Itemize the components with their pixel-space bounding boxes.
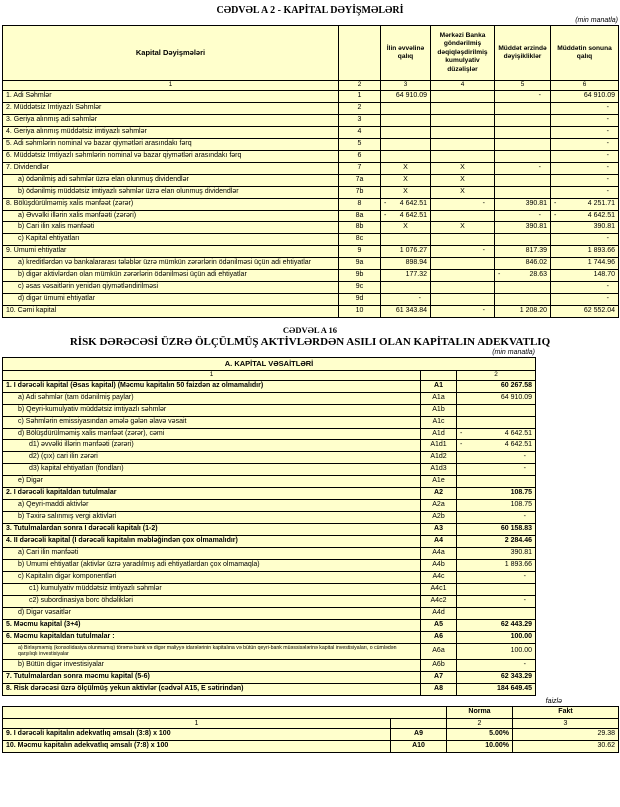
row-label: 9. I dərəcəli kapitalın adekvatlıq əmsalı (3:8) x 100 (3, 728, 391, 740)
row-label: 10. Cəmi kapital (3, 306, 339, 318)
cell-cumulative-adjustment: X (431, 174, 495, 186)
table-row (3, 619, 536, 631)
cell-amount: - (457, 571, 536, 583)
cell-opening-balance: 177.32 (381, 270, 431, 282)
table-row (3, 258, 619, 270)
row-code: A6 (421, 631, 457, 643)
row-code: 7a (339, 174, 381, 186)
cell-amount: 60 158.83 (457, 524, 536, 536)
cell-opening-balance: X (381, 222, 431, 234)
table-row (3, 138, 619, 150)
table-row (3, 672, 536, 684)
cell-cumulative-adjustment: X (431, 186, 495, 198)
cell-closing-balance: 1 893.66 (551, 246, 619, 258)
colnum-4: 4 (431, 81, 495, 91)
row-code: A4b (421, 560, 457, 572)
cell-cumulative-adjustment (431, 114, 495, 126)
row-label: b) Təxirə salınmış vergi aktivləri (3, 512, 421, 524)
row-code: A8 (421, 684, 457, 696)
table-a16-colnum-row (3, 370, 536, 380)
cell-cumulative-adjustment: X (431, 162, 495, 174)
cell-amount: - (457, 452, 536, 464)
cell-closing-balance: - (551, 102, 619, 114)
row-code: 3 (339, 114, 381, 126)
row-code: A4c1 (421, 583, 457, 595)
row-label: d2) (çıx) cari ilin zərəri (3, 452, 421, 464)
cell-amount (457, 583, 536, 595)
row-code: A4c (421, 571, 457, 583)
row-label: 4. Geriya alınmış müddətsiz imtiyazlı səhmlər (3, 126, 339, 138)
cell-amount: 100.00 (457, 631, 536, 643)
table-row (3, 198, 619, 210)
cell-period-change (495, 102, 551, 114)
row-code: A6a (421, 643, 457, 660)
cell-amount: 64 910.09 (457, 392, 536, 404)
row-label: 8. Risk dərəcəsi üzrə ölçülmüş yekun aktivlər (cədvəl A15, E sətirindən) (3, 684, 421, 696)
row-label: b) Cari ilin xalis mənfəəti (3, 222, 339, 234)
row-label: e) Digər (3, 476, 421, 488)
colnum-1: 1 (3, 81, 339, 91)
row-code: A2a (421, 500, 457, 512)
row-code: 8c (339, 234, 381, 246)
row-label: a) Cari ilin mənfəəti (3, 548, 421, 560)
cell-amount: - 4 642.51 (457, 428, 536, 440)
cell-closing-balance: - 4 251.71 (551, 198, 619, 210)
row-label: b) Bütün digər investisiyalar (3, 660, 421, 672)
cell-cumulative-adjustment (431, 282, 495, 294)
colnum-5: 5 (495, 81, 551, 91)
row-code: A4 (421, 536, 457, 548)
cell-opening-balance (381, 282, 431, 294)
cell-opening-balance: X (381, 174, 431, 186)
cell-period-change (495, 138, 551, 150)
colnum-2: 2 (447, 718, 513, 728)
row-code: A1d3 (421, 464, 457, 476)
row-label: 2. Müddətsiz İmtiyazlı Səhmlər (3, 102, 339, 114)
row-label: a) kreditlərdən və bankalararası tələblər üzrə mümkün zərərlərin ödənilməsi üçün adi ehtiyatlar (3, 258, 339, 270)
cell-opening-balance: X (381, 186, 431, 198)
table-row (3, 91, 619, 103)
cell-opening-balance (381, 150, 431, 162)
table-row (3, 452, 536, 464)
cell-cumulative-adjustment (431, 138, 495, 150)
cell-period-change: - 28.63 (495, 270, 551, 282)
row-code: 2 (339, 102, 381, 114)
cell-closing-balance: - (551, 114, 619, 126)
cell-cumulative-adjustment (431, 234, 495, 246)
cell-norma: 5.00% (447, 728, 513, 740)
row-label: a) Adi səhmlər (tam ödənilmiş paylar) (3, 392, 421, 404)
row-code: 1 (339, 91, 381, 103)
row-label: 9. Ümumi ehtiyatlar (3, 246, 339, 258)
ratio-unit-note: faizlə (545, 698, 562, 706)
row-code: A4d (421, 607, 457, 619)
table-row (3, 306, 619, 318)
cell-cumulative-adjustment (431, 150, 495, 162)
row-code: A1a (421, 392, 457, 404)
row-code: 8a (339, 210, 381, 222)
row-label: d3) kapital ehtiyatları (fondları) (3, 464, 421, 476)
cell-period-change: - (495, 162, 551, 174)
table-a2-header-row (3, 26, 619, 81)
ratio-header-row (3, 707, 619, 719)
row-code: A1c (421, 416, 457, 428)
row-code: 9 (339, 246, 381, 258)
cell-period-change: 817.39 (495, 246, 551, 258)
row-label: c) əsas vəsaitlərin yenidən qiymətləndirilməsi (3, 282, 339, 294)
row-code: A4c2 (421, 595, 457, 607)
cell-opening-balance: 64 910.09 (381, 91, 431, 103)
row-code: A6b (421, 660, 457, 672)
table-row (3, 660, 536, 672)
cell-amount: 108.75 (457, 488, 536, 500)
row-label: c1) kumulyativ müddətsiz imtiyazlı səhmlər (3, 583, 421, 595)
row-code: A3 (421, 524, 457, 536)
cell-cumulative-adjustment (431, 294, 495, 306)
row-code: A7 (421, 672, 457, 684)
table-row (3, 246, 619, 258)
cell-period-change (495, 294, 551, 306)
table-row (3, 607, 536, 619)
table-a2-body (3, 91, 619, 318)
capital-adequacy-table (2, 357, 536, 696)
cell-cumulative-adjustment: - (431, 246, 495, 258)
colnum-code (391, 718, 447, 728)
row-label: c) Kapital ehtiyatları (3, 234, 339, 246)
cell-amount (457, 476, 536, 488)
cell-cumulative-adjustment: X (431, 222, 495, 234)
cell-opening-balance: 61 343.84 (381, 306, 431, 318)
cell-period-change: - (495, 210, 551, 222)
row-code: 9c (339, 282, 381, 294)
row-code: A2b (421, 512, 457, 524)
cell-period-change: - (495, 91, 551, 103)
table-row (3, 380, 536, 392)
cell-opening-balance: 1 076.27 (381, 246, 431, 258)
cell-closing-balance: - 4 642.51 (551, 210, 619, 222)
table-row (3, 234, 619, 246)
cell-closing-balance: - (551, 138, 619, 150)
row-code: 7b (339, 186, 381, 198)
cell-closing-balance: - (551, 150, 619, 162)
cell-period-change (495, 186, 551, 198)
row-label: 2. I dərəcəli kapitaldan tutulmalar (3, 488, 421, 500)
cell-opening-balance: - 4 642.51 (381, 210, 431, 222)
table-row (3, 222, 619, 234)
table-row (3, 428, 536, 440)
row-label: a) Birləşməmiş (konsolidasiya olunmamış) törəmə bank və digər maliyyə idarələrinin kapitalına və bütün qeyri-bank müəssisələrinə kapital investisiyaları, o cümlədən qarşılıqlı investisiyalar (3, 643, 421, 660)
ratio-body (3, 728, 619, 752)
row-code: A1d2 (421, 452, 457, 464)
cell-closing-balance: - (551, 282, 619, 294)
table-a2-unit-note: (min manatla) (575, 17, 618, 24)
header-opening-balance: İlin əvvəlinə qalıq (381, 26, 431, 81)
table-row (3, 512, 536, 524)
capital-changes-table (2, 25, 619, 318)
cell-closing-balance: - (551, 174, 619, 186)
row-label: c2) subordinasiya borc öhdəlikləri (3, 595, 421, 607)
row-code: 6 (339, 150, 381, 162)
table-row (3, 595, 536, 607)
row-label: 10. Məcmu kapitalın adekvatlıq əmsalı (7:8) x 100 (3, 740, 391, 752)
header-row-number (339, 26, 381, 81)
row-code: 7 (339, 162, 381, 174)
row-code: A9 (391, 728, 447, 740)
cell-closing-balance: - (551, 186, 619, 198)
cell-opening-balance (381, 234, 431, 246)
cell-cumulative-adjustment (431, 270, 495, 282)
header-fakt: Fakt (513, 707, 619, 719)
cell-fakt: 30.62 (513, 740, 619, 752)
row-code: A1d1 (421, 440, 457, 452)
header-capital-changes: Kapital Dəyişmələri (3, 26, 339, 81)
table-row (3, 440, 536, 452)
cell-closing-balance: 148.70 (551, 270, 619, 282)
row-label: 3. Geriya alınmış adi səhmlər (3, 114, 339, 126)
row-code: A10 (391, 740, 447, 752)
cell-amount: 184 649.45 (457, 684, 536, 696)
table-row (3, 583, 536, 595)
table-row (3, 392, 536, 404)
row-code: A1b (421, 404, 457, 416)
cell-period-change: 390.81 (495, 198, 551, 210)
header-period-changes: Müddət ərzində dəyişikliklər (495, 26, 551, 81)
cell-amount: - (457, 512, 536, 524)
cell-closing-balance: 64 910.09 (551, 91, 619, 103)
row-label: 1. Adi Səhmlər (3, 91, 339, 103)
row-label: 6. Məcmu kapitaldan tutulmalar : (3, 631, 421, 643)
row-label: 1. I dərəcəli kapital (Əsas kapital) (Məcmu kapitalın 50 faizdən az olmamalıdır) (3, 380, 421, 392)
table-a2-colnum-row (3, 81, 619, 91)
table-row (3, 643, 536, 660)
table-row (3, 536, 536, 548)
cell-amount: - (457, 595, 536, 607)
table-a16-title: RİSK DƏRƏCƏSİ ÜZRƏ ÖLÇÜLMÜŞ AKTİVLƏRDƏN ASILI OLAN KAPİTALIN ADEKVATLIQ (69, 336, 551, 349)
cell-amount: 2 284.46 (457, 536, 536, 548)
table-a2-title: CƏDVƏL A 2 - KAPİTAL DƏYİŞMƏLƏRİ (216, 5, 404, 16)
row-code: 10 (339, 306, 381, 318)
cell-closing-balance: - (551, 294, 619, 306)
table-a16-body (3, 380, 536, 695)
row-label: a) Əvvəlki illərin xalis mənfəəti (zərəri) (3, 210, 339, 222)
row-code: A2 (421, 488, 457, 500)
table-a16-label: CƏDVƏL A 16 (282, 325, 338, 336)
row-label: d) Digər vəsaitlər (3, 607, 421, 619)
row-code: A5 (421, 619, 457, 631)
cell-cumulative-adjustment: - (431, 198, 495, 210)
cell-opening-balance (381, 138, 431, 150)
table-row (3, 571, 536, 583)
cell-cumulative-adjustment (431, 210, 495, 222)
table-row (3, 294, 619, 306)
cell-amount: 108.75 (457, 500, 536, 512)
cell-opening-balance: - 4 642.51 (381, 198, 431, 210)
table-row (3, 560, 536, 572)
row-code: A4a (421, 548, 457, 560)
table-row (3, 631, 536, 643)
cell-amount: - (457, 464, 536, 476)
section-header-row (3, 358, 536, 371)
cell-norma: 10.00% (447, 740, 513, 752)
row-label: 7. Dividendlər (3, 162, 339, 174)
row-label: c) Səhmlərin emissiyasından əmələ gələn əlavə vəsait (3, 416, 421, 428)
colnum-1: 1 (3, 370, 421, 380)
row-label: 3. Tutulmalardan sonra I dərəcəli kapitalı (1-2) (3, 524, 421, 536)
row-label: b) Qeyri-kumulyativ müddətsiz imtiyazlı səhmlər (3, 404, 421, 416)
row-label: 5. Məcmu kapital (3+4) (3, 619, 421, 631)
adequacy-ratio-table (2, 706, 619, 753)
row-label: d1) əvvəlki illərin mənfəəti (zərəri) (3, 440, 421, 452)
cell-amount (457, 607, 536, 619)
cell-amount: 100.00 (457, 643, 536, 660)
table-row (3, 500, 536, 512)
row-label: a) ödənilmiş adi səhmlər üzrə elan olunmuş dividendlər (3, 174, 339, 186)
cell-period-change (495, 150, 551, 162)
table-row (3, 416, 536, 428)
header-cumulative-adjustments: Mərkəzi Banka göndərilmiş dəqiqləşdirilmiş kumulyativ düzəlişlər (431, 26, 495, 81)
cell-opening-balance: X (381, 162, 431, 174)
colnum-3: 3 (381, 81, 431, 91)
cell-cumulative-adjustment (431, 258, 495, 270)
cell-closing-balance: 62 552.04 (551, 306, 619, 318)
table-row (3, 210, 619, 222)
cell-cumulative-adjustment: - (431, 306, 495, 318)
colnum-2: 2 (339, 81, 381, 91)
cell-opening-balance: 898.94 (381, 258, 431, 270)
row-label: 5. Adi səhmlərin nominal və bazar qiymətləri arasındakı fərq (3, 138, 339, 150)
table-row (3, 524, 536, 536)
cell-amount: 62 343.29 (457, 672, 536, 684)
cell-amount: - 4 642.51 (457, 440, 536, 452)
cell-period-change (495, 174, 551, 186)
cell-amount (457, 404, 536, 416)
cell-fakt: 29.38 (513, 728, 619, 740)
table-row (3, 548, 536, 560)
cell-closing-balance: - (551, 234, 619, 246)
table-row (3, 270, 619, 282)
cell-opening-balance (381, 126, 431, 138)
row-label: 6. Müddətsiz İmtiyazlı səhmlərin nominal və bazar qiymətləri arasındakı fərq (3, 150, 339, 162)
header-norma: Norma (447, 707, 513, 719)
row-label: b) ödənilmiş müddətsiz imtiyazlı səhmlər üzrə elan olunmuş dividendlər (3, 186, 339, 198)
cell-period-change (495, 126, 551, 138)
row-label: c) Kapitalın digər komponentləri (3, 571, 421, 583)
cell-cumulative-adjustment (431, 102, 495, 114)
cell-closing-balance: 390.81 (551, 222, 619, 234)
colnum-3: 3 (513, 718, 619, 728)
row-code: 9a (339, 258, 381, 270)
table-row (3, 150, 619, 162)
row-label: d) Bölüşdürülməmiş xalis mənfəət (zərər), cəmi (3, 428, 421, 440)
row-label: 7. Tutulmalardan sonra məcmu kapital (5-6) (3, 672, 421, 684)
row-label: d) digər ümumi ehtiyatlar (3, 294, 339, 306)
table-row (3, 186, 619, 198)
row-label: b) Ümumi ehtiyatlar (aktivlər üzrə yaradılmış adi ehtiyatlardan çox olmamaqla) (3, 560, 421, 572)
table-row (3, 174, 619, 186)
cell-cumulative-adjustment (431, 91, 495, 103)
table-row (3, 464, 536, 476)
row-code: 9d (339, 294, 381, 306)
cell-amount: 60 267.58 (457, 380, 536, 392)
section-header: A. KAPİTAL VƏSAİTLƏRİ (3, 358, 536, 371)
cell-period-change: 390.81 (495, 222, 551, 234)
cell-closing-balance: 1 744.96 (551, 258, 619, 270)
colnum-6: 6 (551, 81, 619, 91)
row-code: A1e (421, 476, 457, 488)
cell-period-change (495, 234, 551, 246)
cell-amount: 390.81 (457, 548, 536, 560)
cell-amount: - (457, 660, 536, 672)
table-row (3, 488, 536, 500)
header-closing-balance: Müddətin sonuna qalıq (551, 26, 619, 81)
cell-cumulative-adjustment (431, 126, 495, 138)
cell-period-change (495, 282, 551, 294)
cell-period-change: 1 208.20 (495, 306, 551, 318)
colnum-1: 1 (3, 718, 391, 728)
table-row (3, 282, 619, 294)
cell-amount: 1 893.66 (457, 560, 536, 572)
row-code: 5 (339, 138, 381, 150)
table-row (3, 404, 536, 416)
row-label: 4. II dərəcəli kapital (I dərəcəli kapitalın məbləğindən çox olmamalıdır) (3, 536, 421, 548)
table-row (3, 740, 619, 752)
cell-opening-balance (381, 114, 431, 126)
colnum-code (421, 370, 457, 380)
table-row (3, 728, 619, 740)
row-code: A1d (421, 428, 457, 440)
cell-opening-balance: - (381, 294, 431, 306)
cell-period-change (495, 114, 551, 126)
cell-opening-balance (381, 102, 431, 114)
row-label: b) digər aktivlərdən olan mümkün zərərlərin ödənilməsi üçün adi ehtiyatlar (3, 270, 339, 282)
row-code: A1 (421, 380, 457, 392)
cell-amount: 62 443.29 (457, 619, 536, 631)
table-row (3, 126, 619, 138)
cell-closing-balance: - (551, 162, 619, 174)
row-code: 8 (339, 198, 381, 210)
ratio-colnum-row (3, 718, 619, 728)
cell-closing-balance: - (551, 126, 619, 138)
table-row (3, 114, 619, 126)
table-a16-unit-note: (min manatla) (492, 349, 535, 357)
table-row (3, 476, 536, 488)
table-row (3, 162, 619, 174)
cell-period-change: 846.02 (495, 258, 551, 270)
colnum-2: 2 (457, 370, 536, 380)
table-row (3, 684, 536, 696)
row-label: 8. Bölüşdürülməmiş xalis mənfəət (zərər) (3, 198, 339, 210)
row-code: 9b (339, 270, 381, 282)
cell-amount (457, 416, 536, 428)
table-row (3, 102, 619, 114)
ratio-header-spacer (3, 707, 447, 719)
row-code: 8b (339, 222, 381, 234)
row-code: 4 (339, 126, 381, 138)
row-label: a) Qeyri-maddi aktivlər (3, 500, 421, 512)
